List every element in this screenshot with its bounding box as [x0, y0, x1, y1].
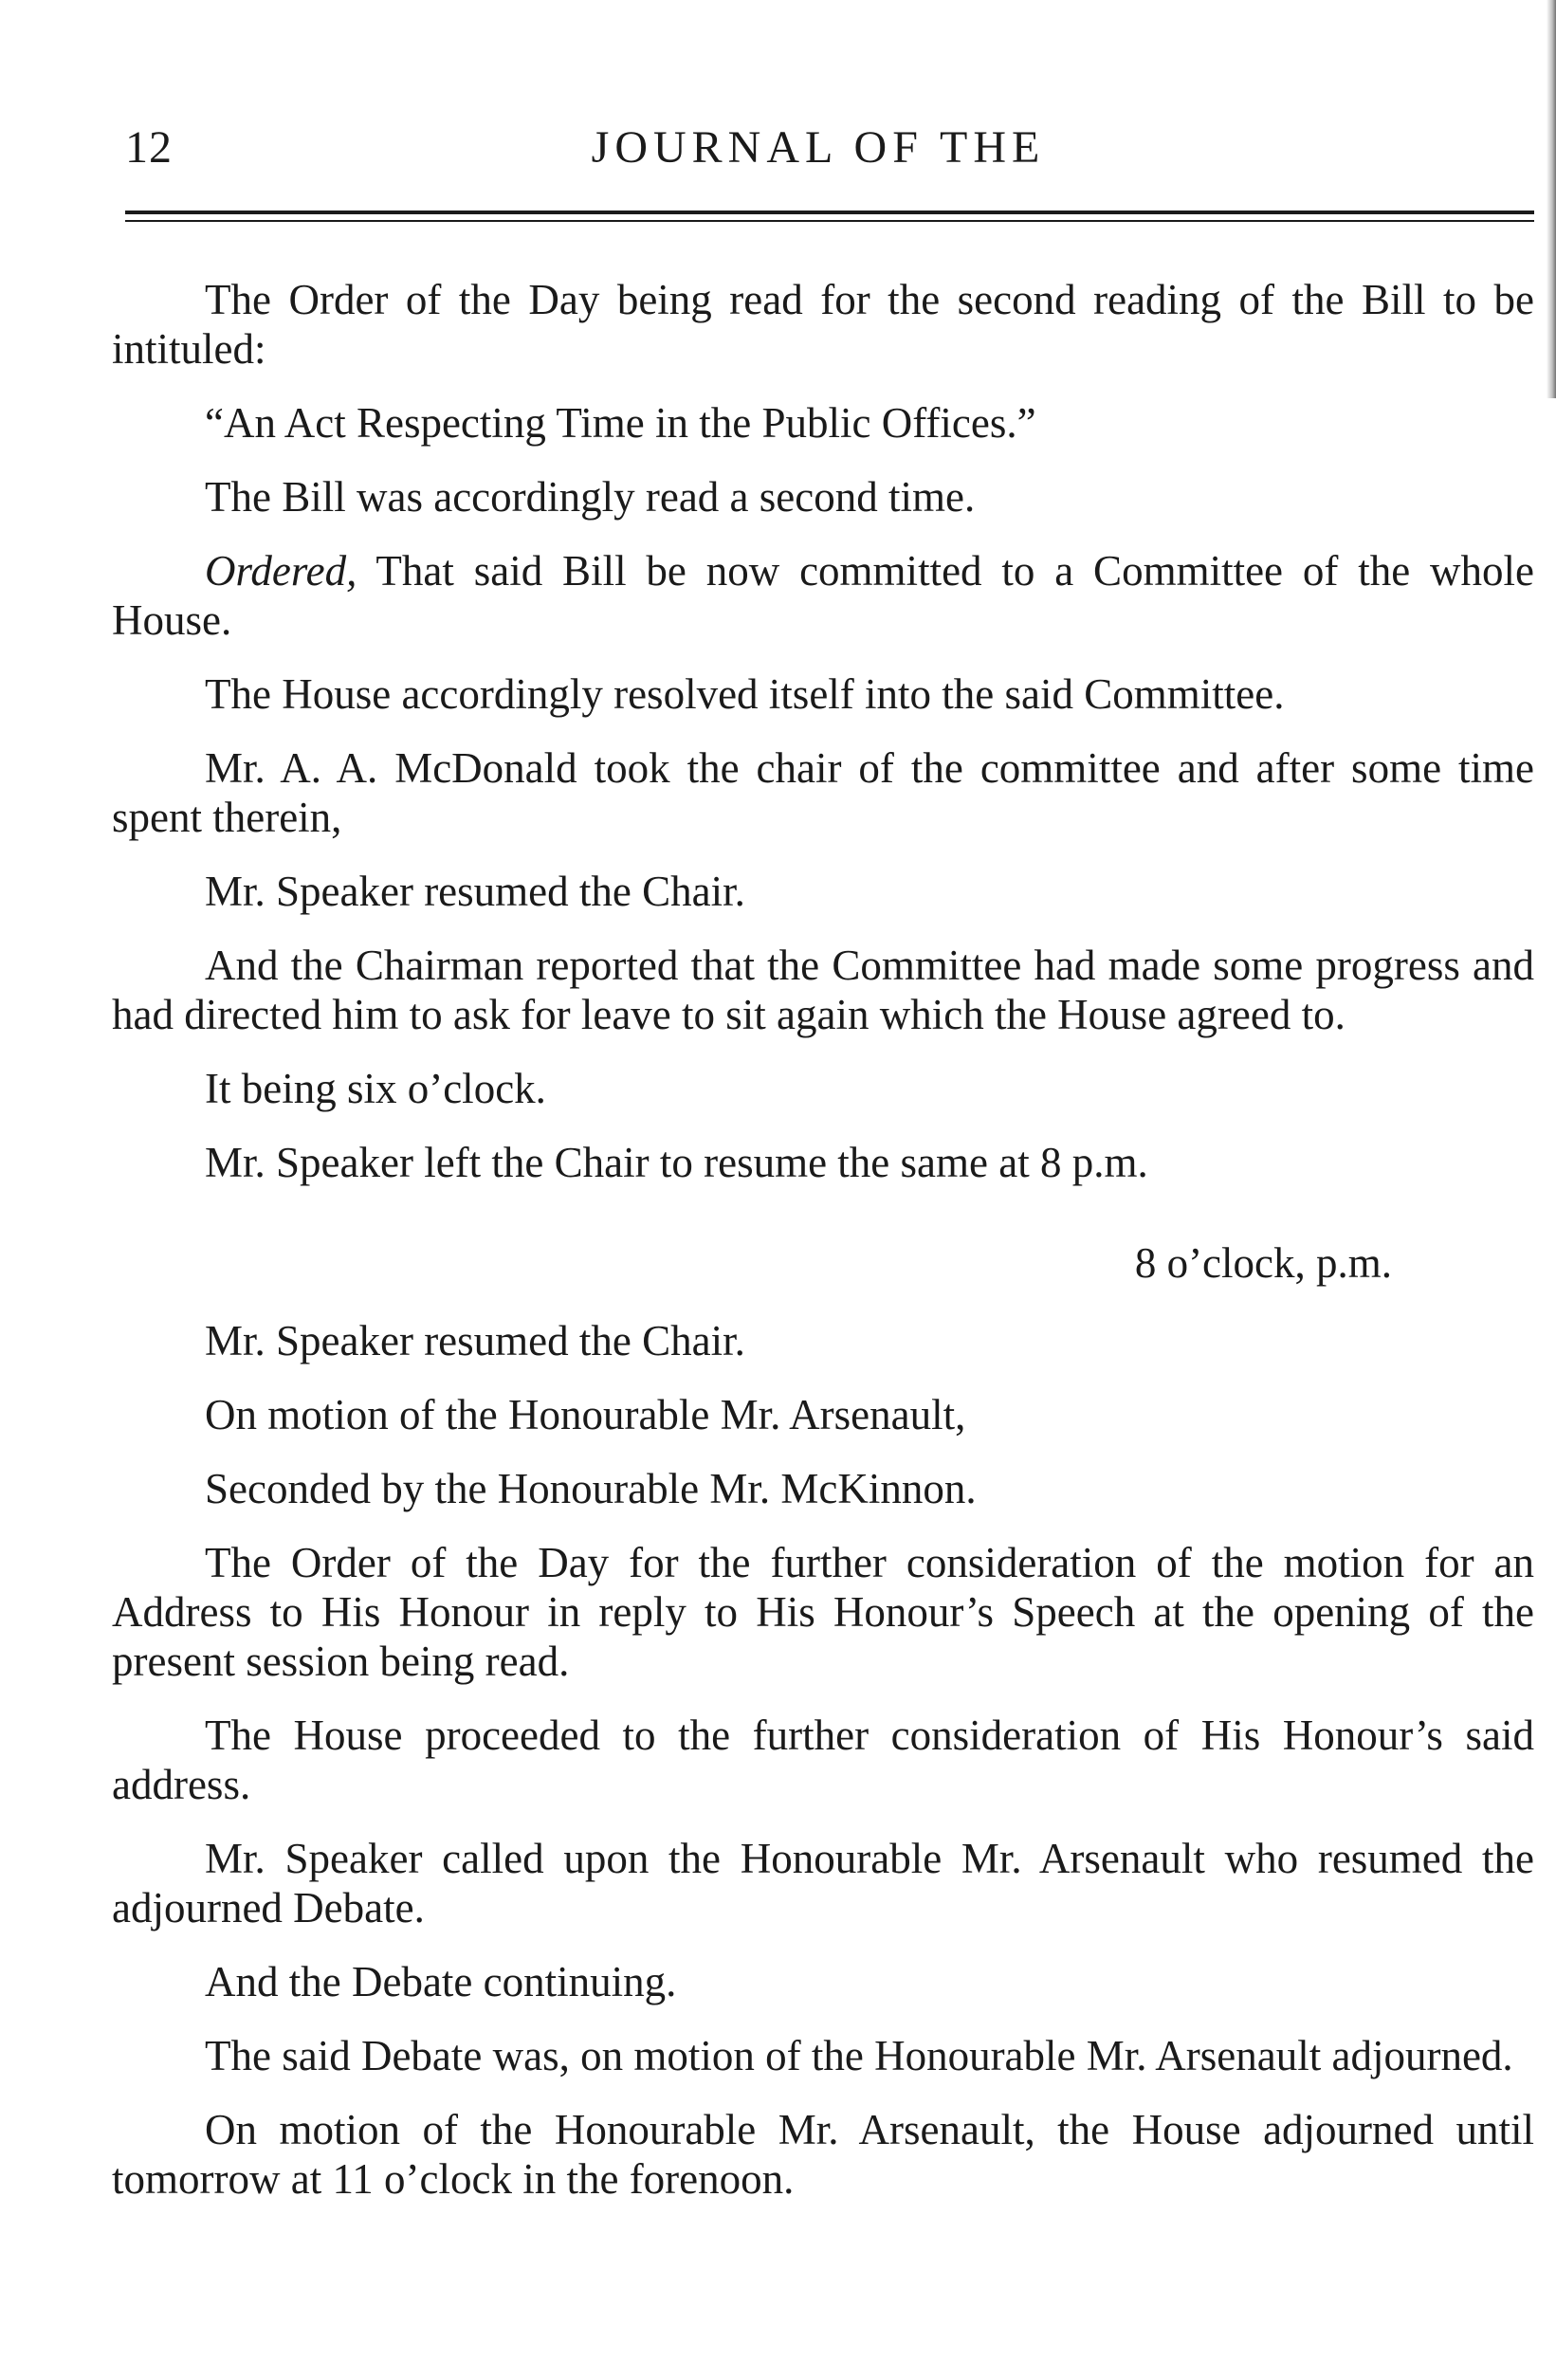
paragraph-resolved-committee: The House accordingly resolved itself into the said Committee.	[205, 670, 1285, 718]
header-double-rule	[125, 211, 1534, 228]
paragraph-six-oclock: It being six o’clock.	[205, 1065, 546, 1112]
paragraph-second-reading: The Order of the Day being read for the second reading of the Bill to be intituled:	[112, 276, 1534, 373]
paragraph-read-second-time: The Bill was accordingly read a second time.	[205, 473, 976, 521]
paragraph-motion-arsenault: On motion of the Honourable Mr. Arsenault,	[205, 1391, 966, 1438]
paragraph-speaker-resumed: Mr. Speaker resumed the Chair.	[205, 868, 745, 915]
rule-thin	[125, 220, 1534, 222]
journal-body	[112, 275, 1534, 2228]
paragraph-ordered	[112, 546, 1534, 645]
paragraph-debate-continuing: And the Debate continuing.	[205, 1958, 677, 2005]
page-header	[112, 121, 1525, 178]
rule-thick	[125, 211, 1534, 214]
running-head: JOURNAL OF THE	[591, 122, 1046, 173]
paragraph-mcdonald-chair: Mr. A. A. McDonald took the chair of the committee and after some time spent therein,	[112, 744, 1534, 841]
paragraph-debate-adjourned: The said Debate was, on motion of the Honourable Mr. Arsenault adjourned.	[205, 2032, 1513, 2079]
page-number: 12	[125, 122, 173, 173]
paragraph-speaker-called: Mr. Speaker called upon the Honourable Mr. Arsenault who resumed the adjourned Debate.	[112, 1835, 1534, 1931]
paragraph-order-address: The Order of the Day for the further consideration of the motion for an Address to His Honour in reply to His Honour’s Speech at the opening of the present session being read.	[112, 1539, 1534, 1685]
paragraph-speaker-resumed-evening: Mr. Speaker resumed the Chair.	[205, 1317, 745, 1364]
bill-title: “An Act Respecting Time in the Public Offices.”	[205, 399, 1036, 447]
ordered-lead: Ordered,	[205, 547, 357, 595]
paragraph-speaker-left: Mr. Speaker left the Chair to resume the same at 8 p.m.	[205, 1139, 1148, 1186]
paragraph-house-proceeded: The House proceeded to the further consideration of His Honour’s said address.	[112, 1712, 1534, 1808]
ordered-rest: That said Bill be now committed to a Committee of the whole House.	[112, 547, 1534, 644]
paragraph-house-adjourned: On motion of the Honourable Mr. Arsenault, the House adjourned until tomorrow at 11 o’clock in the forenoon.	[112, 2106, 1534, 2203]
paragraph-seconded-mckinnon: Seconded by the Honourable Mr. McKinnon.	[205, 1465, 977, 1512]
paragraph-chairman-reported: And the Chairman reported that the Committee had made some progress and had directed him to ask for leave to sit again which the House agreed to.	[112, 942, 1534, 1038]
time-stamp: 8 o’clock, p.m.	[1134, 1239, 1392, 1287]
page-edge-shadow	[1547, 0, 1556, 398]
